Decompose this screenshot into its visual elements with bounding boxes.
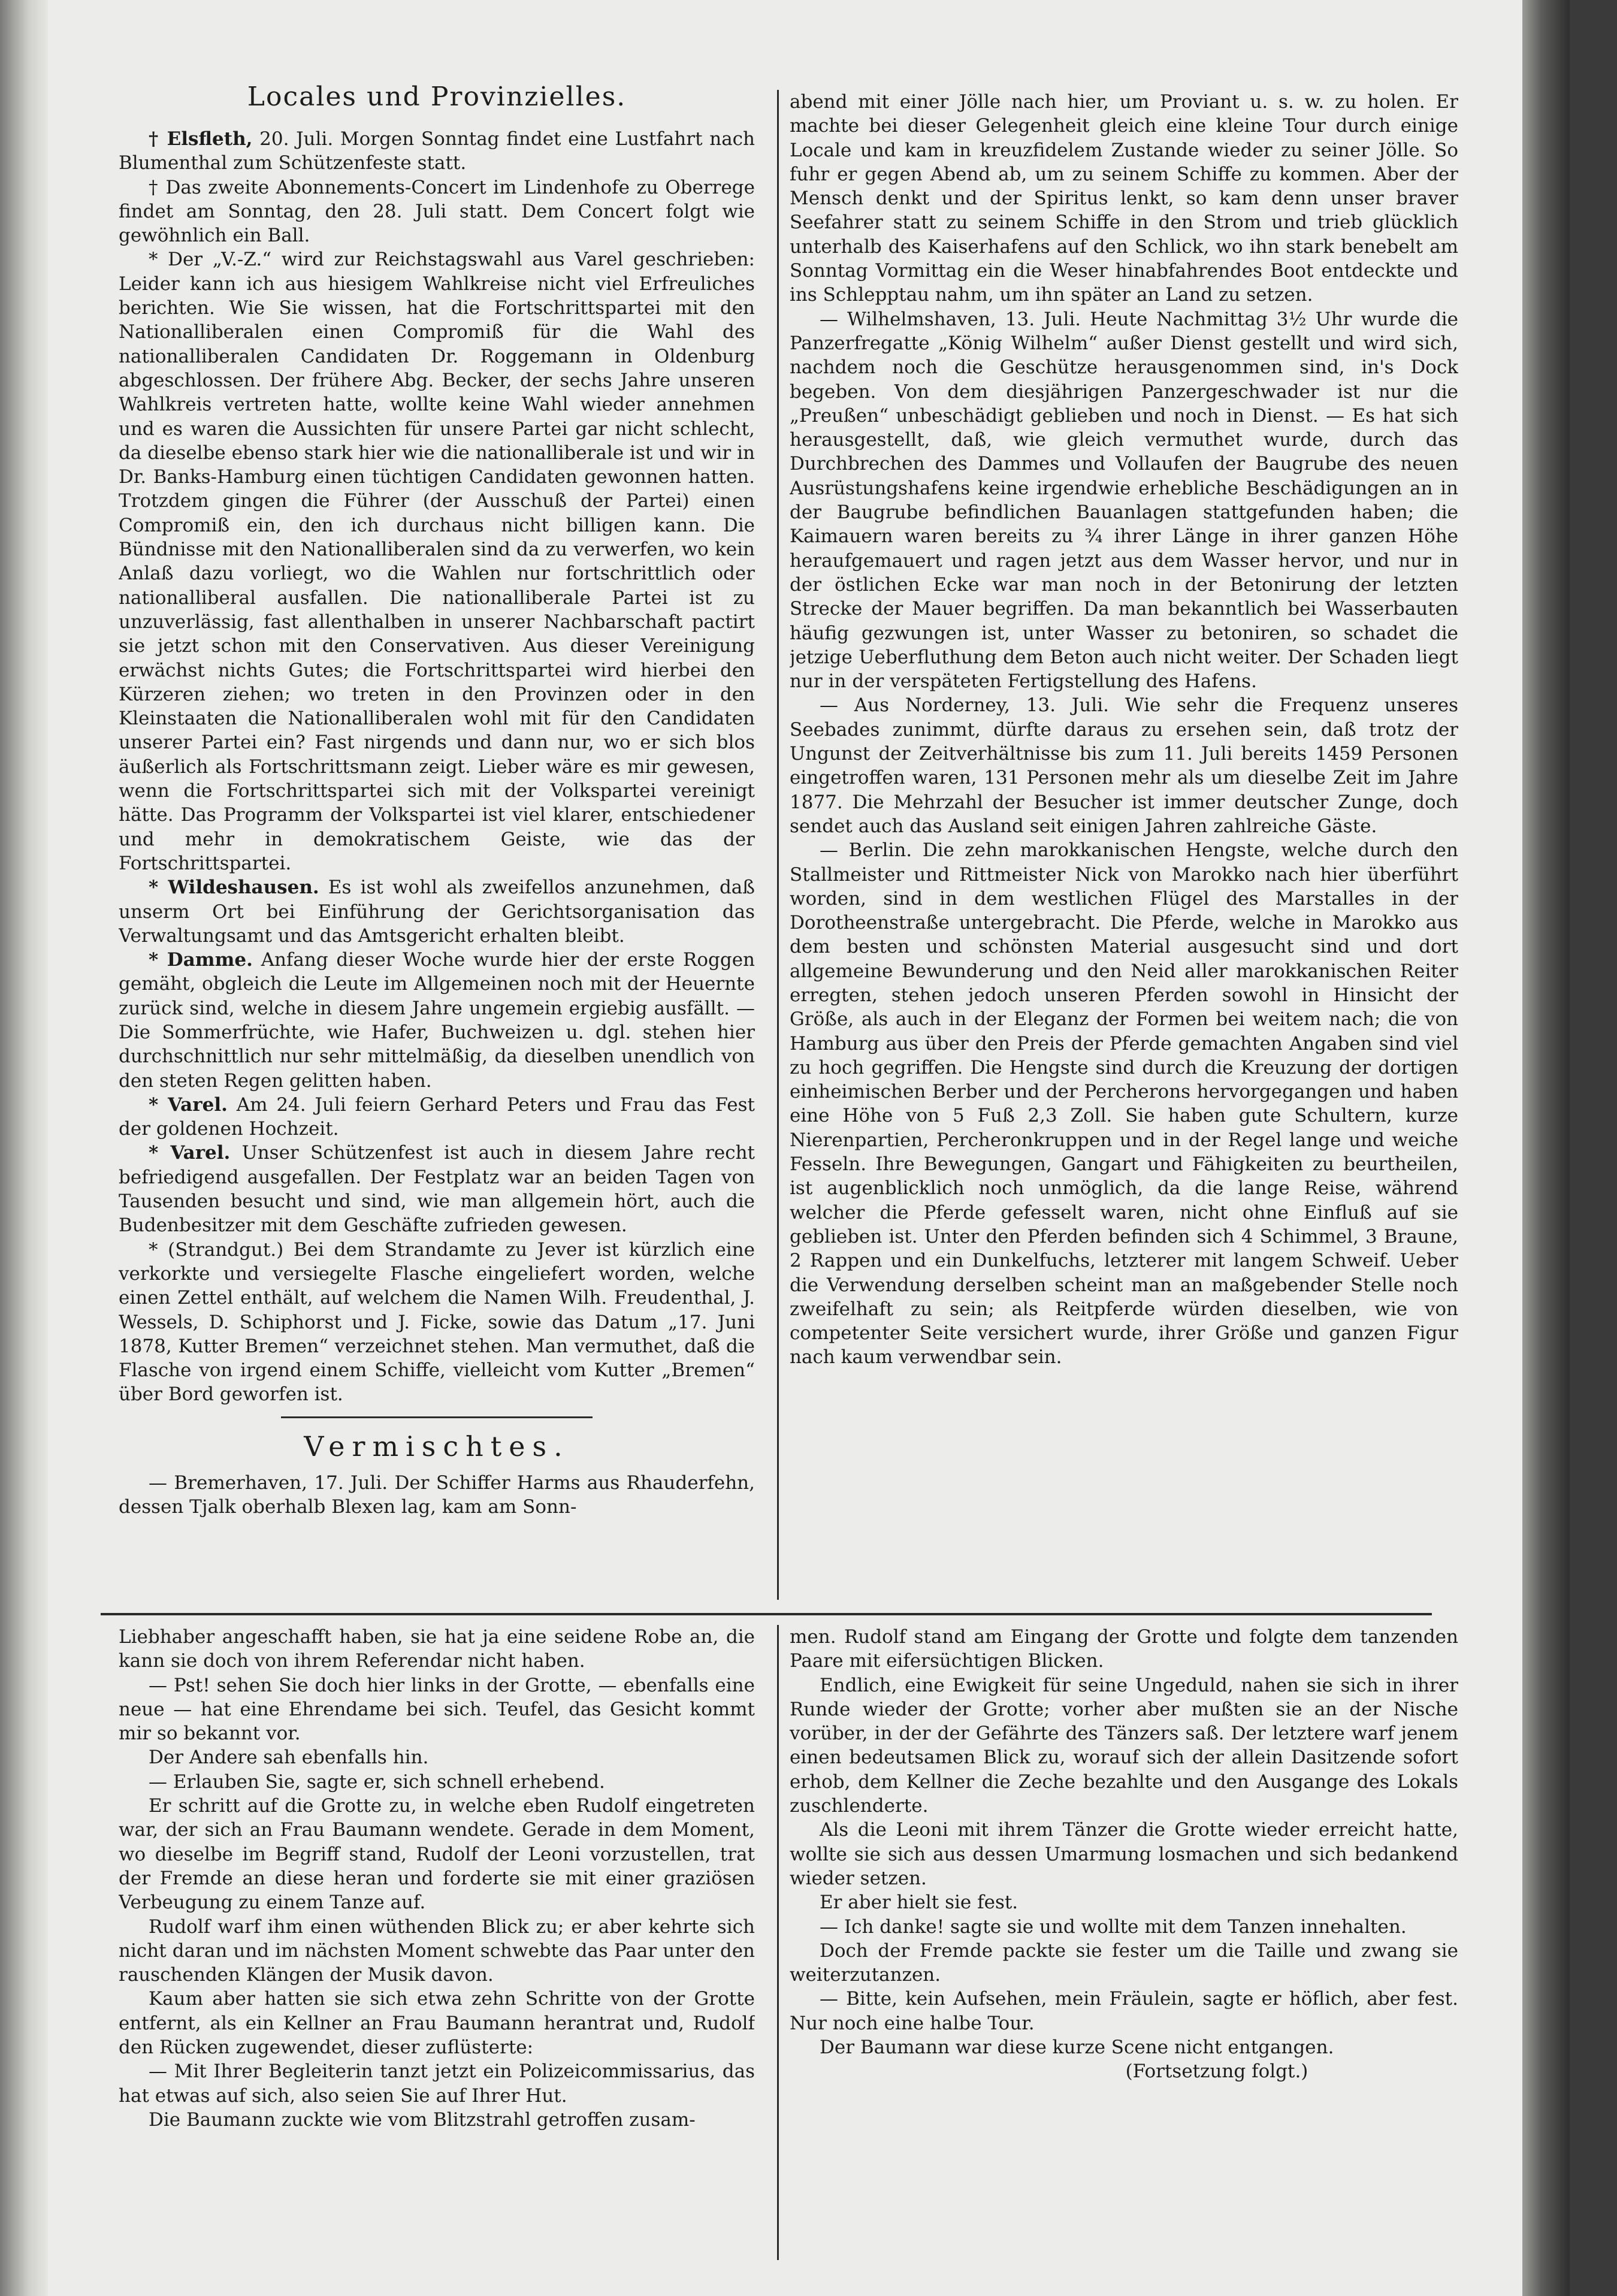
article-text: Rudolf warf ihm einen wüthenden Blick zu; er aber kehrte sich nicht daran und im nächsten Moment schwebte das Paar unter den rauschenden Klängen der Musik davon.: [119, 1916, 755, 1986]
column-rule-upper: [777, 90, 779, 1600]
column-rule-lower: [777, 1625, 779, 2260]
feuilleton-paragraph: [790, 2035, 1458, 2059]
article-text: — Berlin. Die zehn marokkanischen Hengste, welche durch den Stallmeister und Rittmeister Nick von Marokko nach hier überführt worden, sind in dem westlichen Flügel des Marstalles in der Dorotheenstraße untergebracht. Die Pferde, welche in Marokko aus dem besten und schönsten Material ausgesucht sind und dort allgemeine Bewunderung und den Neid aller marokkanischen Reiter erregten, stehen jedoch unseren Pferden sowohl in Hinsicht der Größe, als auch in der Eleganz der Formen bei weitem nach; die von Hamburg aus über den Preis der Pferde gemachten Angaben sind viel zu hoch gegriffen. Die Hengste sind durch die Kreuzung der dortigen einheimischen Berber und der Percherons hervorgegangen und haben eine Höhe von 5 Fuß 2,3 Zoll. Sie haben gute Schultern, kurze Nierenpartien, Percheronkruppen und in der Regel lange und weiche Fesseln. Ihre Bewegungen, Gangart und Fähigkeiten zu beurtheilen, ist augenblicklich noch unmöglich, da die lange Reise, während welcher die Pferde gefesselt waren, nicht ohne Einfluß auf sie geblieben ist. Unter den Pferden befinden sich 4 Schimmel, 3 Braune, 2 Rappen und ein Dunkelfuchs, letzterer mit langem Schweif. Ueber die Verwendung derselben scheint man an maßgebender Stelle noch zweifelhaft zu sein; als Reitpferde würden dieselben, wie von competenter Seite versichert wurde, ihrer Größe und ganzen Figur nach kaum verwendbar sein.: [790, 839, 1458, 1368]
feuilleton-paragraph: [790, 1890, 1458, 1914]
feuilleton-column-right: [790, 1625, 1458, 2272]
article-text: Doch der Fremde packte sie fester um die Taille und zwang sie weiterzutanzen.: [790, 1939, 1458, 1986]
article-paragraph: [119, 176, 755, 248]
article-text: — Wilhelmshaven, 13. Juli. Heute Nachmittag 3½ Uhr wurde die Panzerfregatte „König Wilhelm“ außer Dienst gestellt und wird sich, nachdem noch die Geschütze herausgenommen sind, in's Dock begeben. Von dem diesjährigen Panzergeschwader ist nur die „Preußen“ unbeschädigt geblieben und noch in Dienst. — Es hat sich herausgestellt, daß, wie gleich vermuthet wurde, durch das Durchbrechen des Dammes und Vollaufen der Baugrube des neuen Ausrüstungshafens keine irgendwie erhebliche Beschädigungen an in der Baugrube befindlichen Bauanlagen stattgefunden haben; die Kaimauern waren bereits zu ¾ ihrer Länge in ihrer ganzen Höhe heraufgemauert und ragen jetzt aus dem Wasser hervor, und nur in der östlichen Ecke war man noch in der Betonirung der letzten Strecke der Mauer begriffen. Da man bekanntlich bei Wasserbauten häufig gezwungen ist, unter Wasser zu betoniren, so schadet die jetzige Ueberfluthung dem Beton auch nicht weiter. Der Schaden liegt nur in der verspäteten Fertigstellung des Hafens.: [790, 308, 1458, 693]
article-text: Unser Schützenfest ist auch in diesem Jahre recht befriedigend ausgefallen. Der Festplatz war an beiden Tagen von Tausenden besucht und sind, wie man allgemein hört, auch die Budenbesitzer mit dem Geschäfte zufrieden gewesen.: [119, 1142, 755, 1237]
feuilleton-right-body: [790, 1625, 1458, 2059]
article-text: Es ist wohl als zweifellos anzunehmen, daß unserm Ort bei Einführung der Gerichtsorganisation das Verwaltungsamt und das Amtsgericht erhalten bleibt.: [119, 877, 755, 947]
article-text: Kaum aber hatten sie sich etwa zehn Schritte von der Grotte entfernt, als ein Kellner an Frau Baumann herantrat und, Rudolf den Rücken zugewendet, dieser zuflüsterte:: [119, 1988, 755, 2059]
feuilleton-paragraph: [790, 1818, 1458, 1890]
article-text: Am 24. Juli feiern Gerhard Peters und Frau das Fest der goldenen Hochzeit.: [119, 1093, 755, 1140]
continuation-note: (Fortsetzung folgt.): [1125, 2061, 1308, 2083]
feuilleton-paragraph: [790, 1673, 1458, 1818]
article-paragraph: [790, 838, 1458, 1370]
article-paragraph: [790, 693, 1458, 838]
article-text: men. Rudolf stand am Eingang der Grotte und folgte dem tanzenden Paare mit eifersüchtigen Blicken.: [790, 1626, 1458, 1672]
feuilleton-paragraph: [790, 1625, 1458, 1673]
left-articles: [119, 127, 755, 1407]
article-text: Der Baumann war diese kurze Scene nicht entgangen.: [820, 2037, 1334, 2059]
article-paragraph: [119, 948, 755, 1093]
feuilleton-paragraph: [119, 1673, 755, 1746]
article-dateline: * Wildeshausen.: [149, 877, 319, 899]
column-right-upper: [790, 90, 1458, 1552]
column-left-upper: [119, 78, 755, 1597]
article-text: — Bitte, kein Aufsehen, mein Fräulein, sagte er höflich, aber fest. Nur noch eine halbe Tour.: [790, 1988, 1458, 2034]
article-dateline: * Damme.: [149, 949, 253, 971]
article-text: Er schritt auf die Grotte zu, in welche eben Rudolf eingetreten war, der sich an Frau Baumann wendete. Gerade in dem Moment, wo dieselbe im Begriff stand, Rudolf der Leoni vorzustellen, trat der Fremde an diese heran und forderte sie mit einer graziösen Verbeugung zu einem Tanze auf.: [119, 1795, 755, 1914]
article-text: — Mit Ihrer Begleiterin tanzt jetzt ein Polizeicommissarius, das hat etwas auf sich, also seien Sie auf Ihrer Hut.: [119, 2061, 755, 2107]
feuilleton-paragraph: [119, 1794, 755, 1914]
section-divider: [281, 1416, 593, 1418]
article-paragraph: [790, 307, 1458, 694]
article-text: 20. Juli. Morgen Sonntag findet eine Lustfahrt nach Blumenthal zum Schützenfeste statt.: [119, 128, 755, 174]
feuilleton-paragraph: [119, 2059, 755, 2108]
feuilleton-paragraph: [790, 1915, 1458, 1939]
section-heading-vermischtes: Vermischtes.: [304, 1430, 570, 1463]
book-spine-shadow: [0, 0, 48, 2296]
article-text: — Ich danke! sagte sie und wollte mit dem Tanzen innehalten.: [820, 1916, 1407, 1938]
article-paragraph: [119, 247, 755, 875]
article-text: † Das zweite Abonnements-Concert im Lindenhofe zu Oberrege findet am Sonntag, den 28. Juli statt. Dem Concert folgt wie gewöhnlich ein Ball.: [119, 176, 755, 247]
article-text: — Pst! sehen Sie doch hier links in der Grotte, — ebenfalls eine neue — hat eine Ehrendame bei sich. Teufel, das Gesicht kommt mir so bekannt vor.: [119, 1674, 755, 1745]
article-text: — Aus Norderney, 13. Juli. Wie sehr die Frequenz unseres Seebades zunimmt, dürfte daraus zu ersehen sein, daß trotz der Ungunst der Zeitverhältnisse bis zum 11. Juli bereits 1459 Personen eingetroffen waren, 131 Personen mehr als um dieselbe Zeit im Jahre 1877. Die Mehrzahl der Besucher ist immer deutscher Zunge, doch sendet auch das Ausland seit einigen Jahren zahlreiche Gäste.: [790, 694, 1458, 837]
feuilleton-paragraph: [119, 1745, 755, 1769]
right-articles: [790, 90, 1458, 1370]
article-paragraph: [119, 1141, 755, 1237]
article-dateline: † Elsfleth,: [149, 128, 253, 150]
article-text: * Der „V.-Z.“ wird zur Reichstagswahl aus Varel geschrieben: Leider kann ich aus hiesigem Wahlkreise nicht viel Erfreuliches berichten. Wie Sie wissen, hat die Fortschrittspartei mit den Nationalliberalen einen Compromiß für die Wahl des nationalliberalen Candidaten Dr. Roggemann in Oldenburg abgeschlossen. Der frühere Abg. Becker, der sechs Jahre unseren Wahlkreis vertreten hatte, wollte keine Wahl wieder annehmen und es waren die Aussichten für unsere Partei gar nicht schlecht, da dieselbe ebenso stark hier wie die nationalliberale ist und wir in Dr. Banks-Hamburg einen tüchtigen Candidaten gewonnen hatten. Trotzdem gingen die Führer (der Ausschuß der Partei) einen Compromiß ein, den ich durchaus nicht billigen kann. Die Bündnisse mit den Nationalliberalen sind da zu verwerfen, wo kein Anlaß dazu vorliegt, wo die Wahlen nur fortschrittlich oder nationalliberal ausfallen. Die nationalliberale Partei ist zu unzuverlässig, fast allenthalben in unserer Nachbarschaft pactirt sie jetzt schon mit den Conservativen. Aus dieser Vereinigung erwächst nichts Gutes; die Fortschrittspartei wird hierbei den Kürzeren ziehen; wo treten in den Provinzen oder in den Kleinstaaten die Nationalliberalen wohl mit für den Candidaten unserer Partei ein? Fast nirgends und dann nur, wo er sich blos äußerlich als Fortschrittsmann zeigt. Lieber wäre es mir gewesen, wenn die Fortschrittspartei sich mit der Volkspartei vereinigt hätte. Das Programm der Volkspartei ist viel klarer, entschiedener und mehr in demokratischem Geiste, wie das der Fortschrittspartei.: [119, 249, 755, 874]
feuilleton-paragraph: [790, 1939, 1458, 1987]
feuilleton-paragraph: [790, 1987, 1458, 2035]
article-paragraph: [119, 127, 755, 176]
page-edge: [1522, 0, 1570, 2296]
article-bremerhaven: — Bremerhaven, 17. Juli. Der Schiffer Harms aus Rhauderfehn, dessen Tjalk oberhalb Blexen lag, kam am Sonn-: [119, 1472, 755, 1518]
article-text: Er aber hielt sie fest.: [820, 1892, 1018, 1914]
article-text: — Erlauben Sie, sagte er, sich schnell erhebend.: [149, 1771, 605, 1793]
feuilleton-left-body: [119, 1625, 755, 2132]
article-text: Liebhaber angeschafft haben, sie hat ja eine seidene Robe an, die kann sie doch von ihrem Referendar nicht haben.: [119, 1626, 755, 1672]
article-dateline: * Varel.: [149, 1093, 228, 1116]
article-paragraph: [119, 1238, 755, 1407]
article-text: * (Strandgut.) Bei dem Strandamte zu Jever ist kürzlich eine verkorkte und versiegelte Flasche eingeliefert worden, welche einen Zettel enthält, auf welchem die Namen Wilh. Freudenthal, J. Wessels, D. Schiphorst und J. Ficke, sowie das Datum „17. Juni 1878, Kutter Bremen“ verzeichnet stehen. Man vermuthet, daß die Flasche von irgend einem Schiffe, vielleicht vom Kutter „Bremen“ über Bord geworfen ist.: [119, 1238, 755, 1406]
feuilleton-paragraph: [119, 2108, 755, 2132]
article-paragraph: [119, 875, 755, 948]
section-heading-locales: Locales und Provinzielles.: [247, 81, 627, 112]
article-paragraph: [790, 90, 1458, 307]
feuilleton-paragraph: [119, 1625, 755, 1673]
feuilleton-rule: [101, 1613, 1432, 1615]
article-paragraph: [119, 1093, 755, 1141]
article-text: Die Baumann zuckte wie vom Blitzstrahl getroffen zusam-: [149, 2108, 696, 2131]
article-text: abend mit einer Jölle nach hier, um Proviant u. s. w. zu holen. Er machte bei dieser Gelegenheit gleich eine kleine Tour durch einige Locale und kam in kreuzfidelem Zustande wieder zu seiner Jölle. So fuhr er gegen Abend ab, um zu seinem Schiffe zu kommen. Aber der Mensch denkt und der Spiritus lenkt, so kam denn unser braver Seefahrer statt zu seinem Schiffe in den Strom und trieb glücklich unterhalb des Kaiserhafens auf den Schlick, wo ihn stark benebelt am Sonntag Vormittag ein die Weser hinabfahrendes Boot entdeckte und ins Schlepptau nahm, um ihn später an Land zu setzen.: [790, 91, 1458, 306]
article-text: Anfang dieser Woche wurde hier der erste Roggen gemäht, obgleich die Leute im Allgemeinen noch mit der Heuernte zurück sind, welche in diesem Jahre ungemein ergiebig ausfällt. — Die Sommerfrüchte, wie Hafer, Buchweizen u. dgl. stehen hier durchschnittlich nur sehr mittelmäßig, da dieselben unendlich von den steten Regen gelitten haben.: [119, 949, 755, 1092]
article-dateline: * Varel.: [149, 1142, 231, 1164]
article-text: Der Andere sah ebenfalls hin.: [149, 1747, 429, 1769]
feuilleton-paragraph: [119, 1770, 755, 1794]
article-text: Als die Leoni mit ihrem Tänzer die Grotte wieder erreicht hatte, wollte sie sich aus dessen Umarmung losmachen und sich bedankend wieder setzen.: [790, 1819, 1458, 1889]
article-text: Endlich, eine Ewigkeit für seine Ungeduld, nahen sie sich in ihrer Runde wieder der Grotte; vorher aber mußten sie an der Nische vorüber, in der der Gefährte des Tänzers saß. Der letztere warf jenem einen bedeutsamen Blick zu, worauf sich der allein Dasitzende sofort erhob, dem Kellner die Zeche bezahlte und den Ausgange des Lokals zuschlenderte.: [790, 1674, 1458, 1817]
feuilleton-paragraph: [119, 1987, 755, 2059]
feuilleton-column-left: [119, 1625, 755, 2272]
feuilleton-paragraph: [119, 1915, 755, 1987]
